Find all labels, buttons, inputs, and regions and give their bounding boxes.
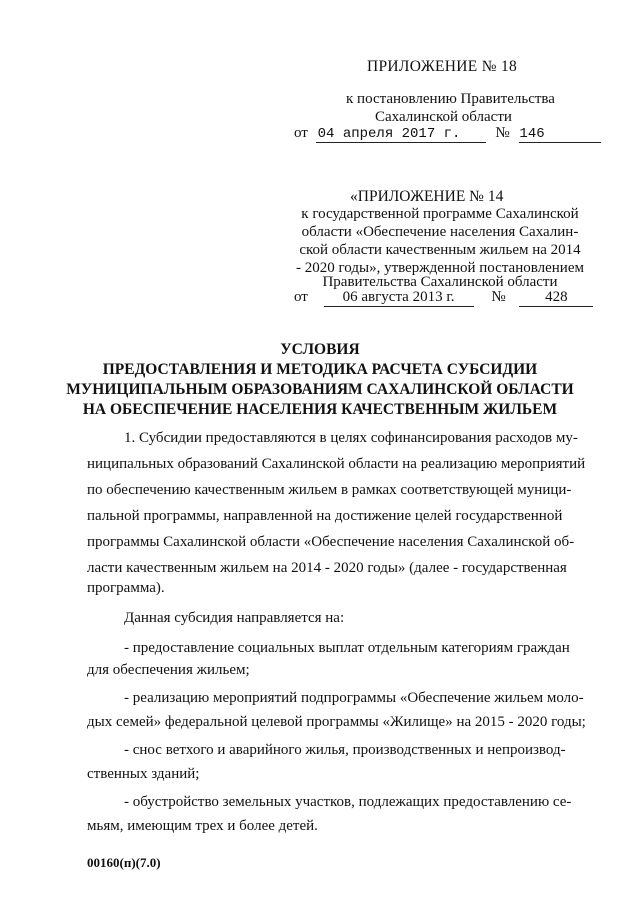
paragraph-1-line: по обеспечению качественным жильем в рамках соответствующей муници- bbox=[87, 482, 572, 498]
from-label: от bbox=[294, 289, 308, 305]
document-title bbox=[0, 340, 640, 420]
document-code: 00160(п)(7.0) bbox=[87, 855, 161, 870]
attachment-18-date-row bbox=[294, 125, 601, 143]
number-label: № bbox=[495, 125, 510, 141]
paragraph-3-line: для обеспечения жильем; bbox=[87, 662, 250, 678]
attachment-14-date-row bbox=[294, 289, 593, 307]
attachment-18-line3: Сахалинской области bbox=[375, 109, 512, 125]
title-line: МУНИЦИПАЛЬНЫМ ОБРАЗОВАНИЯМ САХАЛИНСКОЙ ОБЛАСТИ bbox=[66, 381, 574, 398]
attachment-18-heading: ПРИЛОЖЕНИЕ № 18 bbox=[367, 58, 518, 75]
paragraph-6-line: мьям, имеющим трех и более детей. bbox=[87, 818, 318, 834]
paragraph-1-line: ласти качественным жильем на 2014 - 2020 годы» (далее - государственная bbox=[87, 560, 567, 576]
paragraph-4-line: дых семей» федеральной целевой программы «Жилище» на 2015 - 2020 годы; bbox=[87, 714, 586, 730]
number-label: № bbox=[491, 289, 506, 305]
attachment-14-heading: «ПРИЛОЖЕНИЕ № 14 bbox=[350, 188, 504, 205]
attachment-14-line: - 2020 годы», утвержденной постановлением bbox=[296, 260, 584, 276]
attachment-14-line: Правительства Сахалинской области bbox=[322, 274, 558, 290]
paragraph-1-line: 1. Субсидии предоставляются в целях софинансирования расходов му- bbox=[124, 430, 578, 446]
paragraph-1-line: ниципальных образований Сахалинской области на реализацию мероприятий bbox=[87, 456, 586, 472]
from-label: от bbox=[294, 125, 308, 141]
paragraph-1-line: программы Сахалинской области «Обеспечение населения Сахалинской об- bbox=[87, 534, 575, 550]
paragraph-1-line: пальной программы, направленной на достижение целей государственной bbox=[87, 508, 563, 524]
paragraph-2: Данная субсидия направляется на: bbox=[124, 610, 345, 626]
paragraph-6-line: - обустройство земельных участков, подлежащих предоставлению се- bbox=[124, 794, 572, 810]
title-line: УСЛОВИЯ bbox=[280, 341, 360, 358]
paragraph-1-line: программа). bbox=[87, 580, 165, 596]
decree-date: 04 апреля 2017 г. bbox=[316, 126, 486, 143]
program-date: 06 августа 2013 г. bbox=[324, 289, 474, 307]
paragraph-3-line: - предоставление социальных выплат отдельным категориям граждан bbox=[124, 640, 570, 656]
decree-number: 146 bbox=[519, 126, 601, 143]
paragraph-5-line: ственных зданий; bbox=[87, 766, 200, 782]
paragraph-5-line: - снос ветхого и аварийного жилья, производственных и непроизвод- bbox=[124, 742, 566, 758]
attachment-18-line2: к постановлению Правительства bbox=[346, 91, 555, 107]
program-number: 428 bbox=[519, 289, 593, 307]
attachment-14-line: области «Обеспечение населения Сахалин- bbox=[301, 224, 579, 240]
attachment-14-line: к государственной программе Сахалинской bbox=[301, 206, 579, 222]
title-line: ПРЕДОСТАВЛЕНИЯ И МЕТОДИКА РАСЧЕТА СУБСИДИИ bbox=[102, 361, 538, 378]
title-line: НА ОБЕСПЕЧЕНИЕ НАСЕЛЕНИЯ КАЧЕСТВЕННЫМ ЖИЛЬЕМ bbox=[82, 401, 558, 418]
attachment-14-line: ской области качественным жильем на 2014 bbox=[299, 242, 581, 258]
paragraph-4-line: - реализацию мероприятий подпрограммы «Обеспечение жильем моло- bbox=[124, 690, 584, 706]
